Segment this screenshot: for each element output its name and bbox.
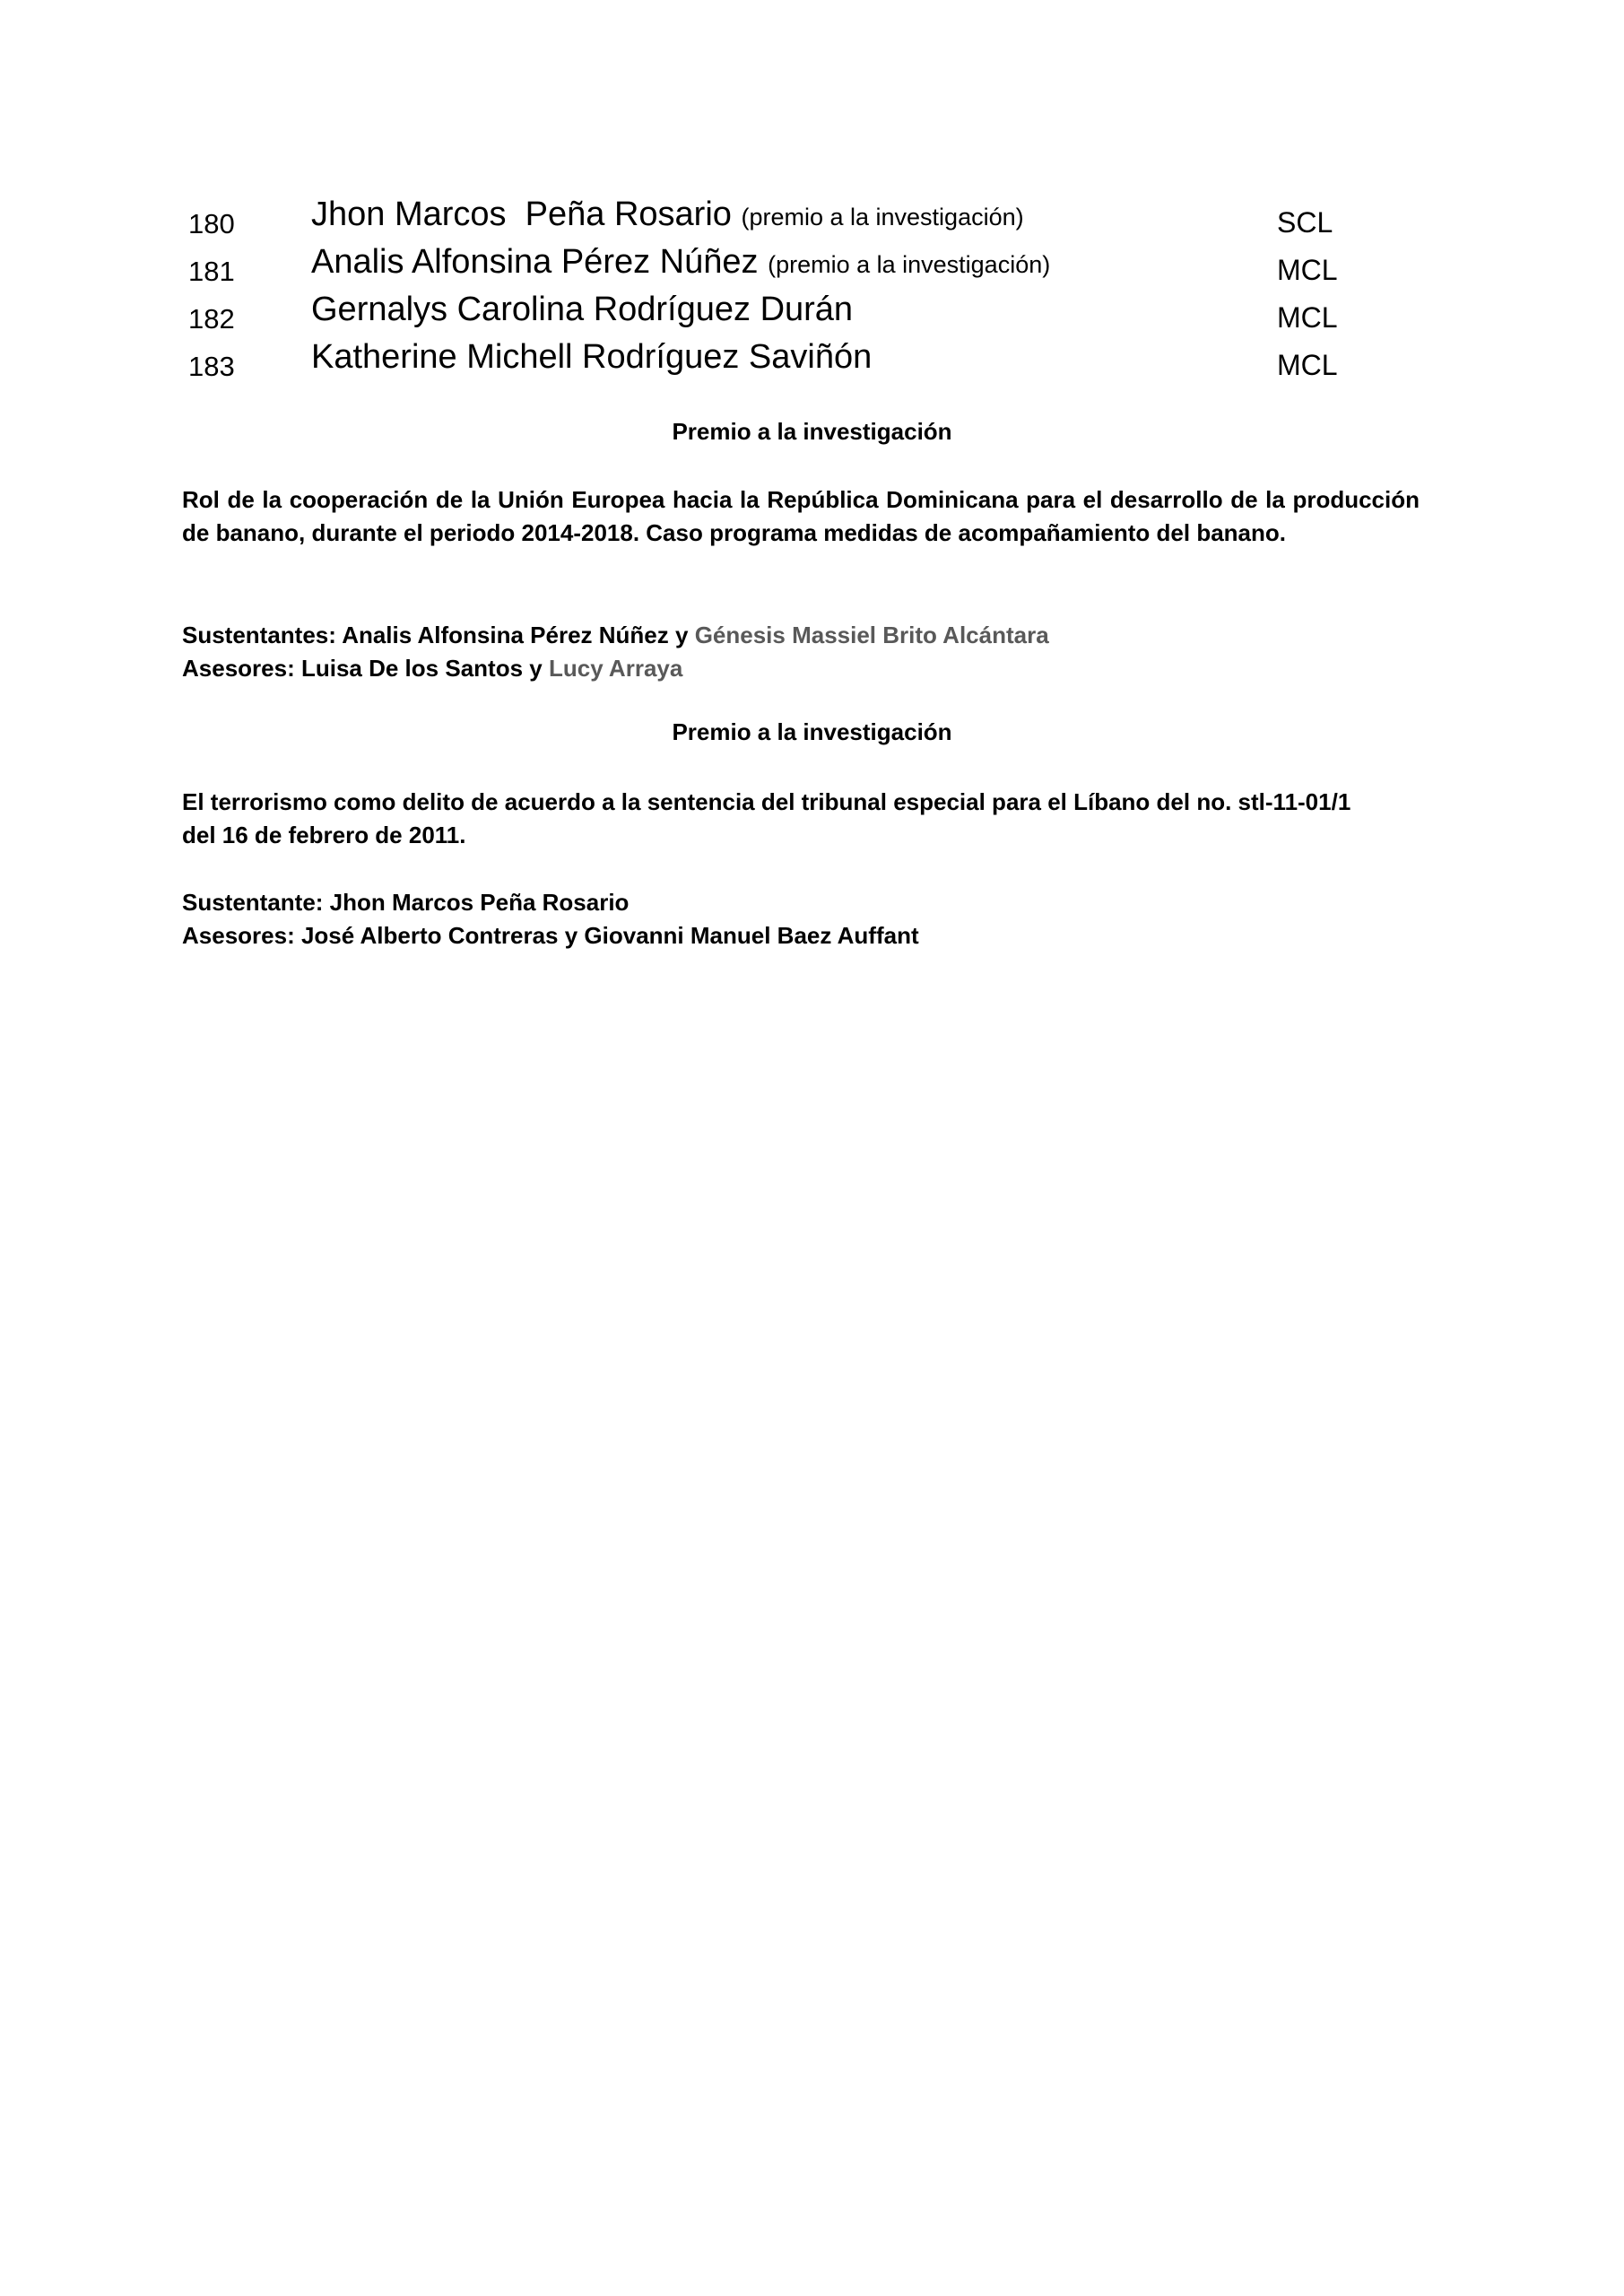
advisors-line bbox=[182, 652, 1420, 685]
graduate-code: MCL bbox=[1277, 349, 1338, 381]
list-item bbox=[188, 243, 1354, 291]
joiner: y bbox=[529, 655, 543, 682]
presenter-name: Génesis Massiel Brito Alcántara bbox=[694, 622, 1049, 648]
graduate-list bbox=[188, 196, 1354, 386]
graduate-code: SCL bbox=[1277, 206, 1333, 239]
award-title-line: del 16 de febrero de 2011. bbox=[182, 822, 466, 848]
graduate-note: (premio a la investigación) bbox=[741, 204, 1024, 230]
list-item bbox=[188, 291, 1354, 338]
graduate-name: Gernalys Carolina Rodríguez Durán bbox=[311, 291, 854, 328]
award-title-line: El terrorismo como delito de acuerdo a la sentencia del tribunal especial para el Líbano del no. stl-11-01/1 bbox=[182, 788, 1351, 815]
list-item bbox=[188, 338, 1354, 386]
graduate-note: (premio a la investigación) bbox=[768, 251, 1051, 278]
graduate-number: 180 bbox=[188, 208, 235, 239]
graduate-name: Katherine Michell Rodríguez Saviñón bbox=[311, 338, 873, 376]
graduate-code: MCL bbox=[1277, 301, 1338, 334]
joiner: y bbox=[674, 622, 689, 648]
graduate-number: 182 bbox=[188, 303, 235, 335]
advisors-label: Asesores: bbox=[182, 655, 295, 682]
advisor-name: Lucy Arraya bbox=[548, 655, 683, 682]
presenters-line bbox=[182, 619, 1420, 652]
award-title: Rol de la cooperación de la Unión Europea hacia la República Dominicana para el desarrollo de la producción de banano, durante el periodo 2014-2018. Caso programa medidas de acompañamiento del banano. bbox=[182, 486, 1420, 546]
presenter-line: Sustentante: Jhon Marcos Peña Rosario bbox=[182, 889, 630, 916]
list-item bbox=[188, 196, 1354, 243]
presenter-name: Analis Alfonsina Pérez Núñez bbox=[342, 622, 669, 648]
graduate-code: MCL bbox=[1277, 254, 1338, 286]
award-heading: Premio a la investigación bbox=[672, 418, 952, 445]
graduate-number: 181 bbox=[188, 256, 235, 287]
graduate-name: Jhon Marcos Peña Rosario (premio a la investigación) bbox=[311, 196, 1024, 233]
graduate-number: 183 bbox=[188, 351, 235, 382]
presenters-label: Sustentantes: bbox=[182, 622, 336, 648]
award-heading: Premio a la investigación bbox=[672, 718, 952, 745]
advisor-name: Luisa De los Santos bbox=[300, 655, 524, 682]
advisors-line: Asesores: José Alberto Contreras y Giovanni Manuel Baez Auffant bbox=[182, 922, 919, 949]
graduate-name: Analis Alfonsina Pérez Núñez (premio a la investigación) bbox=[311, 243, 1051, 281]
